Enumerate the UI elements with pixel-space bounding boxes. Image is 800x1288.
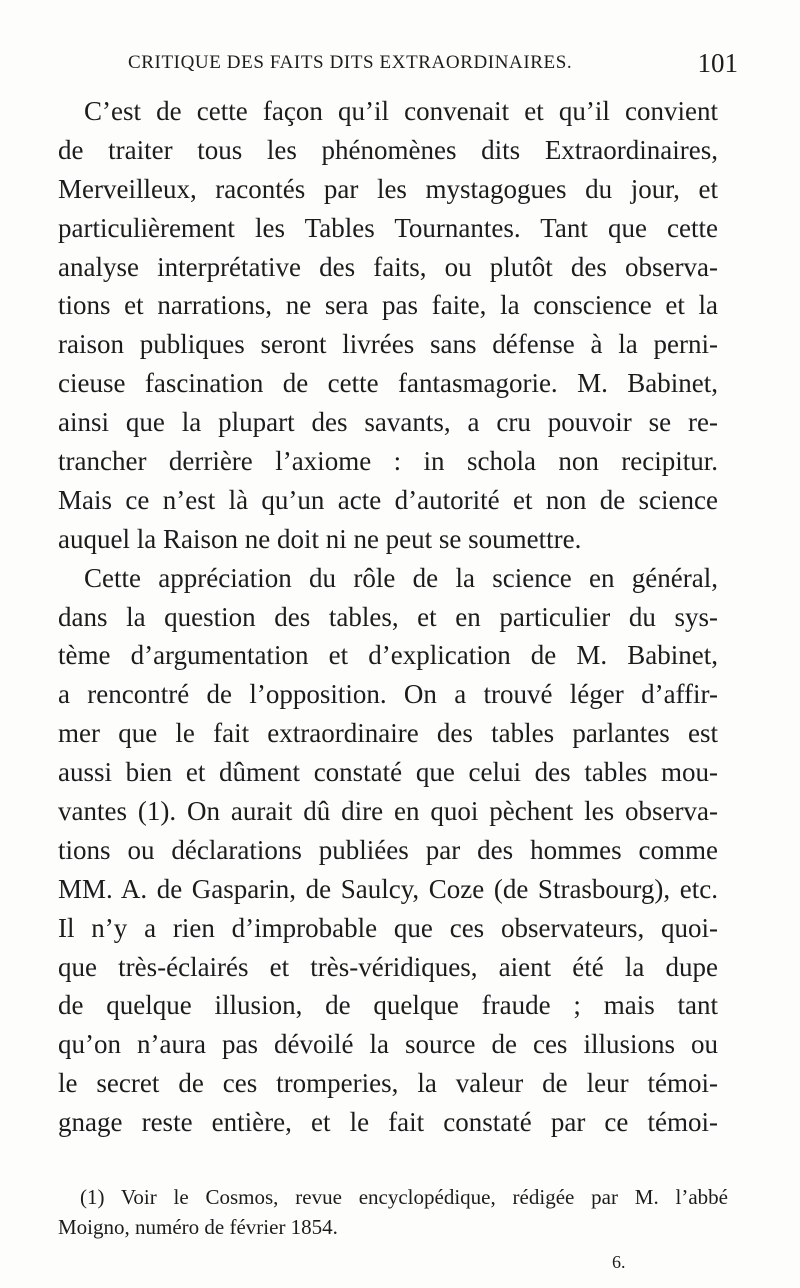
text-line: Mais ce n’est là qu’un acte d’autorité et non de science bbox=[58, 484, 718, 515]
text-line: a rencontré de l’opposition. On a trouvé léger d’affir- bbox=[58, 679, 718, 710]
text-line: aussi bien et dûment constaté que celui des tables mou- bbox=[58, 757, 718, 788]
text-line: dans la question des tables, et en particulier du sys- bbox=[58, 601, 718, 632]
text-line: particulièrement les Tables Tournantes. Tant que cette bbox=[58, 212, 718, 243]
footnote bbox=[58, 1182, 728, 1242]
text-line: qu’on n’aura pas dévoilé la source de ces illusions ou bbox=[58, 1029, 718, 1060]
text-line: ainsi que la plupart des savants, a cru pouvoir se re- bbox=[58, 407, 718, 438]
text-line: de quelque illusion, de quelque fraude ; mais tant bbox=[58, 990, 718, 1021]
text-line: le secret de ces tromperies, la valeur de leur témoi- bbox=[58, 1068, 718, 1099]
body-text bbox=[58, 92, 718, 1142]
text-line: Merveilleux, racontés par les mystagogues du jour, et bbox=[58, 173, 718, 204]
running-title: CRITIQUE DES FAITS DITS EXTRAORDINAIRES. bbox=[128, 52, 573, 73]
text-line: Il n’y a rien d’improbable que ces observateurs, quoi- bbox=[58, 912, 718, 943]
page-number: 101 bbox=[697, 48, 738, 78]
text-line: auquel la Raison ne doit ni ne peut se soumettre. bbox=[58, 523, 582, 554]
text-line: mer que le fait extraordinaire des tables parlantes est bbox=[58, 718, 718, 749]
text-line: C’est de cette façon qu’il convenait et qu’il convient bbox=[84, 96, 718, 126]
text-line: cieuse fascination de cette fantasmagorie. M. Babinet, bbox=[58, 368, 718, 399]
text-line: MM. A. de Gasparin, de Saulcy, Coze (de Strasbourg), etc. bbox=[58, 873, 718, 904]
text-line: vantes (1). On aurait dû dire en quoi pèchent les observa- bbox=[58, 796, 718, 827]
footnote-line: Moigno, numéro de février 1854. bbox=[58, 1215, 338, 1239]
text-line: tions et narrations, ne sera pas faite, la conscience et la bbox=[58, 290, 718, 321]
text-line: analyse interprétative des faits, ou plutôt des observa- bbox=[58, 251, 718, 282]
text-line: trancher derrière l’axiome : in schola non recipitur. bbox=[58, 446, 718, 477]
text-line: tions ou déclarations publiées par des hommes comme bbox=[58, 834, 718, 865]
text-line: Cette appréciation du rôle de la science en général, bbox=[84, 562, 718, 593]
page-header bbox=[128, 48, 738, 76]
text-line: raison publiques seront livrées sans défense à la perni- bbox=[58, 329, 718, 360]
signature-mark: 6. bbox=[612, 1252, 626, 1272]
footnote-line: (1) Voir le Cosmos, revue encyclopédique, rédigée par M. l’abbé bbox=[80, 1185, 728, 1209]
text-line: de traiter tous les phénomènes dits Extraordinaires, bbox=[58, 134, 718, 165]
text-line: gnage reste entière, et le fait constaté par ce témoi- bbox=[58, 1107, 718, 1138]
text-line: tème d’argumentation et d’explication de M. Babinet, bbox=[58, 640, 718, 671]
text-line: que très-éclairés et très-véridiques, aient été la dupe bbox=[58, 951, 718, 982]
